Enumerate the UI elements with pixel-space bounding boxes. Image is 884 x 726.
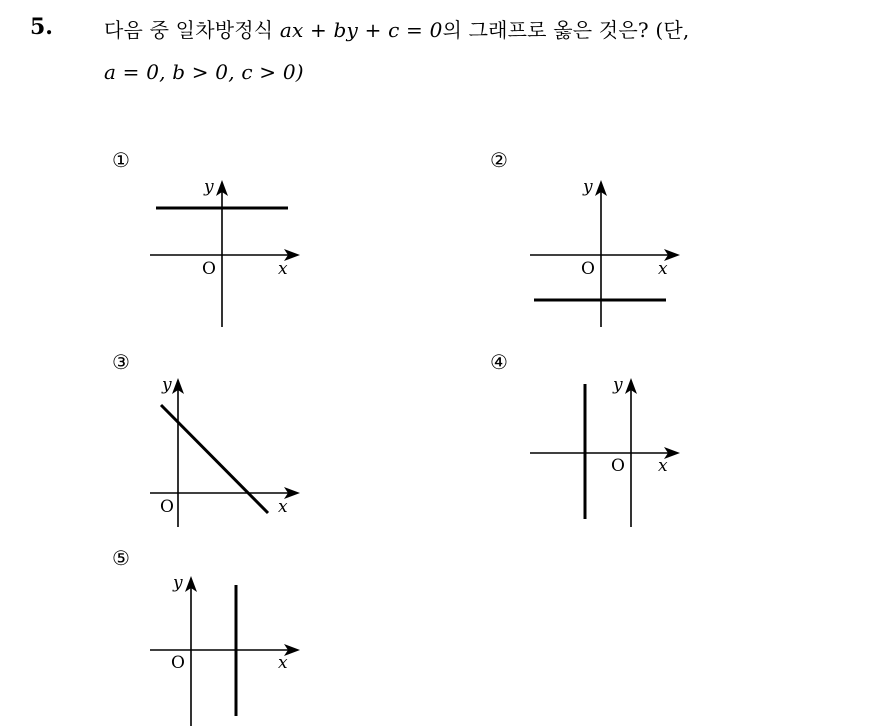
question-text-prefix: 다음 중 일차방정식 [104,18,274,42]
graph-line [161,405,268,513]
origin-label: O [581,259,595,279]
choice-5-graph [140,566,310,726]
y-label: y [613,375,623,395]
question-number: 5. [30,14,53,40]
choice-3-mark[interactable]: ③ [112,350,130,374]
x-label: x [658,456,668,476]
origin-label: O [171,653,185,673]
choice-5-mark[interactable]: ⑤ [112,546,130,570]
question-equation: ax + by + c = 0 [279,18,443,42]
choice-2-graph [520,170,690,335]
question-text [104,14,689,43]
choice-2-mark[interactable]: ② [490,148,508,172]
question-condition: a = 0, b > 0, c > 0) [104,60,304,84]
origin-label: O [611,456,625,476]
origin-label: O [202,259,216,279]
y-label: y [162,375,172,395]
x-label: x [278,497,288,517]
choice-4-graph [520,370,690,535]
y-label: y [583,177,593,197]
choice-3-graph [140,370,310,535]
y-label: y [204,177,214,197]
y-label: y [173,573,183,593]
origin-label: O [160,497,174,517]
question-text-suffix: 의 그래프로 옳은 것은? (단, [442,18,690,42]
x-label: x [278,259,288,279]
choice-4-mark[interactable]: ④ [490,350,508,374]
choice-1-mark[interactable]: ① [112,148,130,172]
x-label: x [658,259,668,279]
x-label: x [278,653,288,673]
choice-1-graph [140,170,310,335]
